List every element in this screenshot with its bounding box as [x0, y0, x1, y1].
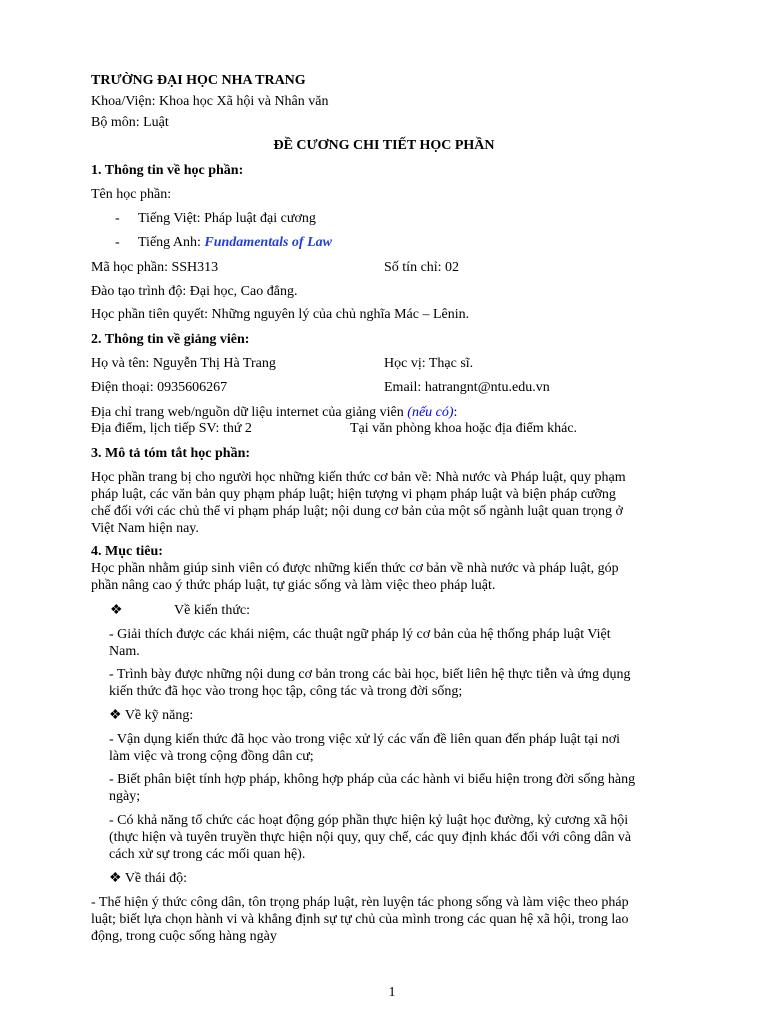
section-1-heading: 1. Thông tin về học phần: [91, 163, 244, 178]
skill-item: - Biết phân biệt tính hợp pháp, không hợp pháp của các hành vi biểu hiện trong đời sống hàng [109, 772, 636, 787]
attitude-title-row [109, 870, 187, 887]
lecturer-phone: Điện thoại: 0935606267 [91, 380, 228, 395]
lecturer-degree: Học vị: Thạc sĩ. [384, 356, 474, 371]
knowledge-title: Về kiến thức: [174, 603, 251, 618]
knowledge-item: - Giải thích được các khái niệm, các thuật ngữ pháp lý cơ bản của hệ thống pháp luật Việt [109, 627, 611, 642]
summary-line: Học phần trang bị cho người học những kiến thức cơ bản về: Nhà nước và Pháp luật, quy phạm [91, 470, 626, 485]
skill-item: - Có khả năng tổ chức các hoạt động góp phần thực hiện kỷ luật học đường, kỷ cương xã hội [109, 813, 629, 828]
lecturer-email: Email: hatrangnt@ntu.edu.vn [384, 380, 550, 395]
skill-item: (thực hiện và tuyên truyền thực hiện nội quy, quy chế, các quy định khác đối với công dân và [109, 830, 632, 845]
lecturer-website [91, 404, 457, 421]
prerequisite: Học phần tiên quyết: Những nguyên lý của chủ nghĩa Mác – Lênin. [91, 307, 470, 322]
diamond-bullet-icon: ❖ [109, 871, 125, 886]
website-label: Địa chỉ trang web/nguồn dữ liệu internet của giảng viên [91, 405, 408, 420]
summary-line: Việt Nam hiện nay. [91, 521, 199, 536]
skills-title-row [109, 707, 193, 724]
meeting-place: Tại văn phòng khoa hoặc địa điểm khác. [350, 421, 578, 436]
website-colon: : [453, 405, 458, 420]
summary-line: chế đối với các chủ thể vi phạm pháp luật; nội dung cơ bản của một số ngành luật quan trọng ở [91, 504, 623, 519]
training-level: Đào tạo trình độ: Đại học, Cao đẳng. [91, 284, 298, 299]
faculty-line: Khoa/Viện: Khoa học Xã hội và Nhân văn [91, 94, 329, 109]
skill-item: làm việc và trong cộng đồng dân cư; [109, 749, 314, 764]
diamond-bullet-icon: ❖ [109, 708, 125, 723]
department-line: Bộ môn: Luật [91, 115, 169, 130]
skill-item: cách xử sự trong các mối quan hệ). [109, 847, 306, 862]
knowledge-item: Nam. [109, 644, 140, 659]
objective-intro-line: phần nâng cao ý thức pháp luật, tự giác sống và làm việc theo pháp luật. [91, 578, 496, 593]
course-name-label: Tên học phần: [91, 187, 172, 202]
attitude-line: luật; biết lựa chọn hành vi và khẳng định sự tự chủ của mình trong các quan hệ xã hội, trong lao [91, 912, 629, 927]
page-number: 1 [388, 985, 396, 1000]
course-code: Mã học phần: SSH313 [91, 260, 219, 275]
website-note: (nếu có) [407, 405, 454, 420]
attitude-line: - Thể hiện ý thức công dân, tôn trọng pháp luật, rèn luyện tác phong sống và làm việc theo pháp [91, 895, 629, 910]
section-2-heading: 2. Thông tin về giảng viên: [91, 332, 250, 347]
summary-line: pháp luật, các văn bản quy phạm pháp luật; hiện tượng vi phạm pháp luật và biện pháp cưỡng [91, 487, 616, 502]
skill-item: ngày; [109, 789, 141, 804]
dash-bullet: - [115, 211, 120, 226]
lecturer-name: Họ và tên: Nguyễn Thị Hà Trang [91, 356, 276, 371]
objective-intro-line: Học phần nhằm giúp sinh viên có được những kiến thức cơ bản về nhà nước và pháp luật, góp [91, 561, 619, 576]
section-4-heading: 4. Mục tiêu: [91, 544, 163, 559]
course-name-vietnamese: Tiếng Việt: Pháp luật đại cương [138, 211, 316, 226]
course-name-english [138, 234, 332, 251]
section-3-heading: 3. Mô tả tóm tắt học phần: [91, 446, 251, 461]
skill-item: - Vận dụng kiến thức đã học vào trong việc xử lý các vấn đề liên quan đến pháp luật tại nơi [109, 732, 620, 747]
knowledge-item: kiến thức đã học vào trong học tập, công tác và trong đời sống; [109, 684, 463, 699]
diamond-bullet-icon: ❖ [110, 603, 123, 618]
meeting-schedule: Địa điểm, lịch tiếp SV: thứ 2 [91, 421, 252, 436]
course-credits: Số tín chỉ: 02 [384, 260, 460, 275]
attitude-line: động, trong cuộc sống hàng ngày [91, 929, 277, 944]
english-course-name: Fundamentals of Law [204, 235, 332, 250]
university-name: TRƯỜNG ĐẠI HỌC NHA TRANG [91, 73, 306, 88]
dash-bullet: - [115, 235, 120, 250]
english-label: Tiếng Anh: [138, 235, 205, 250]
knowledge-item: - Trình bày được những nội dung cơ bản trong các bài học, biết liên hệ thực tiễn và ứng dụng [109, 667, 631, 682]
document-title: ĐỀ CƯƠNG CHI TIẾT HỌC PHẦN [273, 138, 495, 153]
attitude-title: Về thái độ: [124, 871, 188, 886]
skills-title: Về kỹ năng: [124, 708, 194, 723]
